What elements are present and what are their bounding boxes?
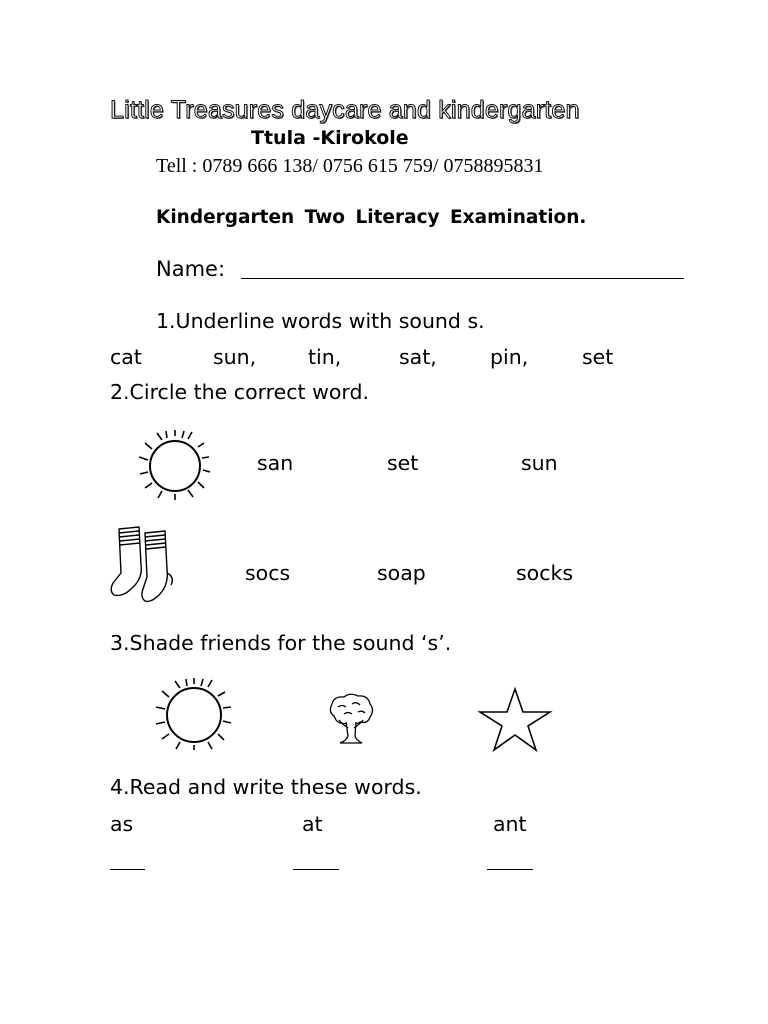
name-label: Name: bbox=[156, 257, 226, 281]
q4-word: ant bbox=[493, 812, 527, 836]
q4-answer-blank[interactable] bbox=[487, 869, 533, 870]
q2-option[interactable]: san bbox=[257, 451, 294, 475]
question-2-prompt: 2.Circle the correct word. bbox=[110, 380, 370, 404]
q1-word[interactable]: cat bbox=[110, 345, 142, 369]
q1-word[interactable]: sat, bbox=[399, 345, 437, 369]
q2-option[interactable]: sun bbox=[521, 451, 558, 475]
q1-word[interactable]: pin, bbox=[490, 345, 529, 369]
tree-icon[interactable] bbox=[326, 692, 376, 746]
exam-title: Kindergarten Two Literacy Examination. bbox=[156, 207, 587, 228]
star-icon[interactable] bbox=[479, 688, 551, 752]
q4-word: as bbox=[110, 812, 134, 836]
sun-icon bbox=[136, 428, 212, 500]
question-3-prompt: 3.Shade friends for the sound ‘s’. bbox=[110, 631, 452, 655]
school-name: Little Treasures daycare and kindergarten bbox=[110, 96, 580, 124]
q1-word[interactable]: set bbox=[582, 345, 614, 369]
sun-icon[interactable] bbox=[154, 678, 232, 750]
question-4-prompt: 4.Read and write these words. bbox=[110, 775, 422, 799]
q2-option[interactable]: set bbox=[387, 451, 419, 475]
q4-word: at bbox=[302, 812, 323, 836]
name-write-line[interactable] bbox=[241, 278, 684, 279]
q2-option[interactable]: socks bbox=[516, 561, 574, 585]
q2-option[interactable]: soap bbox=[377, 561, 426, 585]
phone-numbers: Tell : 0789 666 138/ 0756 615 759/ 0758895831 bbox=[156, 155, 544, 177]
socks-icon bbox=[109, 525, 179, 603]
q1-word[interactable]: sun, bbox=[213, 345, 257, 369]
question-1-prompt: 1.Underline words with sound s. bbox=[156, 309, 485, 333]
q2-option[interactable]: socs bbox=[245, 561, 291, 585]
q4-answer-blank[interactable] bbox=[110, 869, 145, 870]
school-location: Ttula -Kirokole bbox=[251, 127, 409, 149]
q4-answer-blank[interactable] bbox=[293, 869, 339, 870]
q1-word[interactable]: tin, bbox=[308, 345, 342, 369]
